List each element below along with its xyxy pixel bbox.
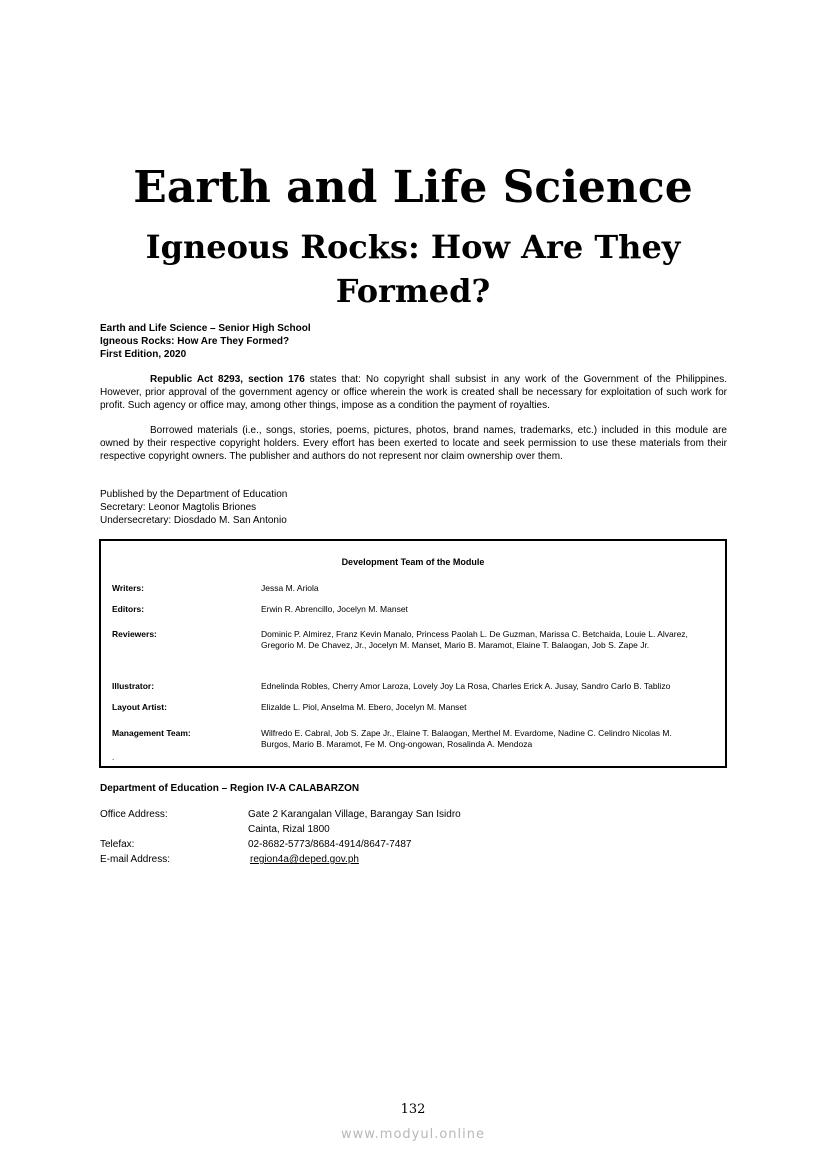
office-address-label: Office Address: bbox=[100, 809, 168, 820]
writers-value: Jessa M. Ariola bbox=[261, 583, 319, 593]
development-team-box bbox=[99, 539, 727, 768]
email-label: E-mail Address: bbox=[100, 854, 171, 865]
office-address-line1: Gate 2 Karangalan Village, Barangay San Isidro bbox=[248, 809, 461, 820]
edition-info bbox=[100, 322, 311, 361]
copyright-paragraph bbox=[100, 373, 727, 412]
publisher-info bbox=[100, 488, 287, 527]
deped-region-heading: Department of Education – Region IV-A CALABARZON bbox=[100, 783, 360, 794]
page-number: 132 bbox=[400, 1102, 426, 1117]
layout-artist-value: Elizalde L. Piol, Anselma M. Ebero, Jocelyn M. Manset bbox=[261, 702, 467, 712]
office-address-line2: Cainta, Rizal 1800 bbox=[248, 824, 330, 835]
management-team-label: Management Team: bbox=[112, 728, 191, 738]
layout-artist-label: Layout Artist: bbox=[112, 702, 167, 712]
document-subtitle: Igneous Rocks: How Are They Formed? bbox=[145, 228, 681, 310]
illustrator-label: Illustrator: bbox=[112, 681, 155, 691]
telefax-value: 02-8682-5773/8684-4914/8647-7487 bbox=[248, 839, 412, 850]
borrowed-materials-text: Borrowed materials (i.e., songs, stories, poems, pictures, photos, brand names, trademarks, etc.) included in this module are owned by their respective copyright holders. Every effort has been exerted to locate and seek permission to use these materials from their respective copyright owners. The publisher and authors do not represent nor claim ownership over them. bbox=[100, 425, 727, 462]
editors-label: Editors: bbox=[112, 604, 145, 614]
telefax-label: Telefax: bbox=[100, 839, 135, 850]
meta-topic-line: Igneous Rocks: How Are They Formed? bbox=[100, 336, 290, 347]
meta-course-line: Earth and Life Science – Senior High School bbox=[100, 323, 311, 334]
document-title: Earth and Life Science bbox=[133, 162, 693, 213]
reviewers-value: Dominic P. Almirez, Franz Kevin Manalo, Princess Paolah L. De Guzman, Marissa C. Betchaida, Louie L. Alvarez, Gregorio M. De Chavez, Jr., Jocelyn M. Manset, Mario B. Maramot, Elaine T. Balaogan, Job S. Zape Jr. bbox=[261, 629, 688, 650]
editors-value: Erwin R. Abrencillo, Jocelyn M. Manset bbox=[261, 604, 408, 614]
watermark: www.modyul.online bbox=[340, 1127, 486, 1142]
publisher-line: Published by the Department of Education bbox=[100, 489, 288, 500]
email-link[interactable]: region4a@deped.gov.ph bbox=[250, 854, 359, 865]
republic-act-reference: Republic Act 8293, section 176 bbox=[150, 374, 305, 385]
email-value bbox=[250, 853, 550, 866]
trailing-mark: . bbox=[112, 753, 115, 762]
writers-label: Writers: bbox=[112, 583, 144, 593]
reviewers-label: Reviewers: bbox=[112, 629, 157, 639]
undersecretary-line: Undersecretary: Diosdado M. San Antonio bbox=[100, 515, 287, 526]
development-team-heading: Development Team of the Module bbox=[341, 557, 485, 567]
copyright-text: states that: No copyright shall subsist in any work of the Government of the Philippines. However, prior approval of the government agency or office wherein the work is created shall be necessary for exploitation of such work for profit. Such agency or office may, among other things, impose as a condition the payment of royalties. bbox=[100, 374, 727, 411]
illustrator-value: Ednelinda Robles, Cherry Amor Laroza, Lovely Joy La Rosa, Charles Erick A. Jusay, Sandro Carlo B. Tablizo bbox=[261, 681, 671, 691]
secretary-line: Secretary: Leonor Magtolis Briones bbox=[100, 502, 257, 513]
meta-edition-line: First Edition, 2020 bbox=[100, 349, 187, 360]
management-team-value: Wilfredo E. Cabral, Job S. Zape Jr., Elaine T. Balaogan, Merthel M. Evardome, Nadine C. Celindro Nicolas M. Burgos, Mario B. Maramot, Fe M. Ong-ongowan, Rosalinda A. Mendoza bbox=[261, 728, 672, 749]
borrowed-materials-paragraph bbox=[100, 424, 727, 463]
